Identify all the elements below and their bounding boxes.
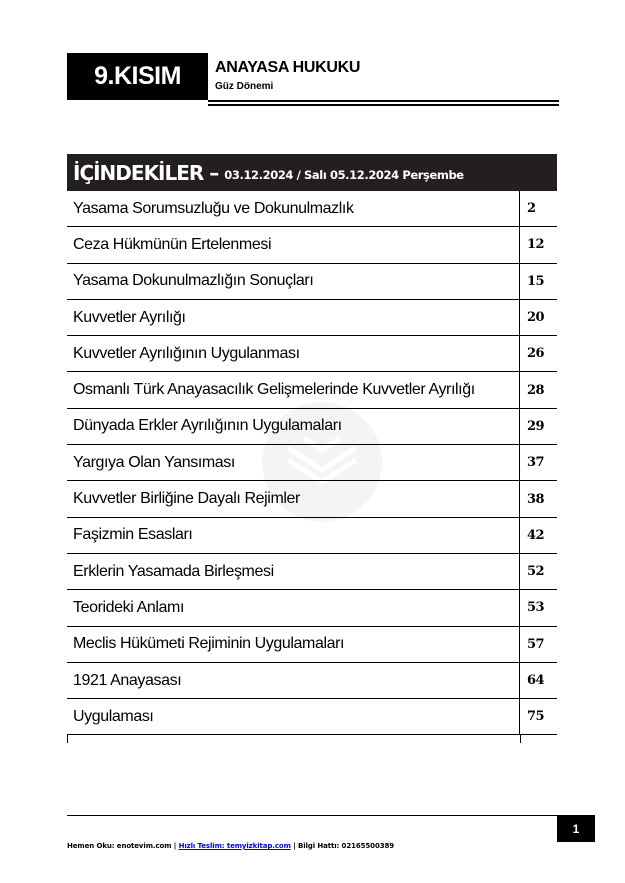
toc-entry-title: Teorideki Anlamı: [67, 590, 520, 625]
toc-entry-title: Uygulaması: [67, 699, 520, 734]
toc-entry-title: Osmanlı Türk Anayasacılık Gelişmelerinde Kuvvetler Ayrılığı: [67, 372, 520, 407]
toc-entry-page: 2: [527, 201, 536, 217]
footer-sep: |: [293, 842, 296, 850]
toc-entry-page: 64: [527, 673, 545, 688]
course-title: ANAYASA HUKUKU: [215, 59, 361, 76]
footer-sep: |: [173, 842, 177, 850]
toc-entry-title: Kuvvetler Ayrılığı: [67, 300, 520, 335]
toc-entry-title: Yasama Dokunulmazlığın Sonuçları: [67, 264, 520, 299]
toc-row[interactable]: [67, 590, 557, 626]
toc-entry-title: Kuvvetler Birliğine Dayalı Rejimler: [67, 481, 520, 516]
toc-entry-page: 57: [527, 636, 545, 652]
toc-entry-page: 12: [527, 237, 545, 253]
toc-entry-title: Erklerin Yasamada Birleşmesi: [67, 554, 520, 589]
toc-entry-title: Kuvvetler Ayrılığının Uygulanması: [67, 336, 520, 371]
toc-rows: [67, 191, 557, 735]
toc-row[interactable]: [67, 518, 557, 554]
footer-read: Hemen Oku: enotevim.com: [67, 842, 172, 850]
toc-left-border: [67, 735, 68, 743]
header-rule-top: [208, 100, 559, 102]
toc-entry-title: Yasama Sorumsuzluğu ve Dokunulmazlık: [67, 191, 520, 226]
toc-entry-page: 26: [527, 346, 545, 362]
toc-entry-page: 37: [527, 455, 545, 471]
table-of-contents: [67, 154, 557, 735]
toc-entry-title: Faşizmin Esasları: [67, 518, 520, 553]
toc-entry-page: 75: [527, 709, 545, 725]
toc-entry-page: 38: [527, 491, 545, 507]
toc-entry-title: Ceza Hükmünün Ertelenmesi: [67, 227, 520, 262]
toc-row[interactable]: [67, 372, 557, 408]
toc-entry-title: 1921 Anayasası: [67, 663, 520, 698]
toc-row[interactable]: [67, 554, 557, 590]
footer-rule: [67, 815, 557, 816]
toc-row[interactable]: [67, 409, 557, 445]
page-number: 1: [557, 815, 595, 842]
toc-entry-page: 29: [527, 418, 545, 434]
toc-row[interactable]: [67, 191, 557, 227]
toc-entry-page: 15: [527, 273, 545, 289]
footer-text: [67, 842, 394, 850]
term-label: Güz Dönemi: [215, 81, 274, 92]
toc-entry-title: Yargıya Olan Yansıması: [67, 445, 520, 480]
toc-row[interactable]: [67, 627, 557, 663]
toc-entry-page: 20: [527, 310, 545, 326]
header-rule-bottom: [208, 104, 559, 106]
toc-row[interactable]: [67, 300, 557, 336]
toc-row[interactable]: [67, 264, 557, 300]
toc-row[interactable]: [67, 445, 557, 481]
section-badge: 9.KISIM: [67, 53, 208, 100]
toc-heading: İÇİNDEKİLER –: [73, 160, 219, 185]
toc-entry-page: 53: [527, 600, 545, 616]
toc-entry-title: Meclis Hükümeti Rejiminin Uygulamaları: [67, 627, 520, 662]
toc-entry-title: Dünyada Erkler Ayrılığının Uygulamaları: [67, 409, 520, 444]
toc-row[interactable]: [67, 699, 557, 735]
toc-entry-page: 28: [527, 382, 545, 398]
toc-row[interactable]: [67, 336, 557, 372]
toc-entry-page: 52: [527, 564, 545, 580]
toc-row[interactable]: [67, 227, 557, 263]
toc-row[interactable]: [67, 663, 557, 699]
toc-header: [67, 154, 557, 191]
toc-entry-page: 42: [527, 527, 545, 543]
toc-dates: 03.12.2024 / Salı 05.12.2024 Perşembe: [224, 168, 464, 182]
footer-hotline: Bilgi Hattı: 02165500389: [297, 842, 395, 850]
footer-delivery-link[interactable]: Hızlı Teslim: temyizkitap.com: [178, 842, 291, 850]
toc-row[interactable]: [67, 481, 557, 517]
toc-col-border: [520, 735, 521, 743]
